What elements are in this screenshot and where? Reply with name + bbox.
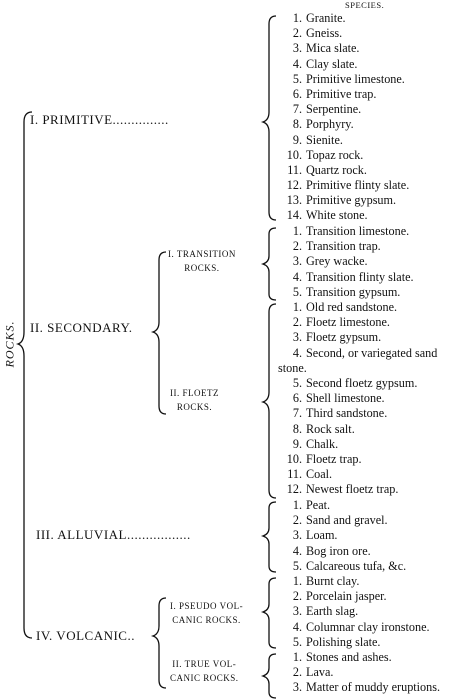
class-label: III. ALLUVIAL bbox=[36, 527, 127, 542]
species-number: 3. bbox=[292, 528, 302, 543]
species-name: Sienite. bbox=[306, 132, 343, 147]
species-name: White stone. bbox=[306, 208, 368, 223]
species-name: stone. bbox=[278, 360, 307, 375]
subclass-line: CANIC ROCKS. bbox=[170, 673, 239, 683]
species-name: Gneiss. bbox=[306, 26, 343, 41]
brace-floetz bbox=[263, 304, 276, 498]
subclass-line: ROCKS. bbox=[184, 263, 220, 273]
species-number: 14. bbox=[286, 208, 302, 223]
class-label: IV. VOLCANIC bbox=[36, 628, 128, 643]
species-name: Floetz trap. bbox=[306, 451, 362, 466]
subclass-line: ROCKS. bbox=[176, 402, 213, 412]
species-number: 1. bbox=[292, 574, 302, 588]
species-name: Shell limestone. bbox=[306, 391, 385, 406]
species-name: Primitive limestone. bbox=[306, 71, 405, 86]
species-number: 2. bbox=[292, 665, 302, 680]
species-name: Rock salt. bbox=[306, 421, 355, 436]
species-number: 3. bbox=[292, 604, 302, 619]
species-number: 12. bbox=[286, 178, 302, 193]
species-number: 3. bbox=[292, 680, 302, 695]
species-number: 3. bbox=[292, 41, 302, 56]
species-name: Floetz limestone. bbox=[306, 315, 390, 330]
species-number: 9. bbox=[292, 132, 302, 147]
leader-dots: .. bbox=[127, 628, 135, 643]
subclass-line: II. TRUE VOL- bbox=[172, 659, 237, 669]
subclass-line: I. TRANSITION bbox=[168, 249, 236, 259]
species-name: Primitive flinty slate. bbox=[306, 178, 410, 193]
species-name: Mica slate. bbox=[306, 41, 360, 56]
species-name: Lava. bbox=[306, 665, 334, 680]
species-number: 10. bbox=[286, 147, 302, 162]
species-number: 4. bbox=[292, 269, 302, 284]
species-number: 4. bbox=[292, 619, 302, 634]
species-name: Transition gypsum. bbox=[306, 284, 401, 299]
brace-secondary bbox=[153, 252, 166, 414]
species-number: 5. bbox=[292, 284, 302, 299]
class-label: II. SECONDARY. bbox=[30, 320, 133, 335]
species-name: Burnt clay. bbox=[306, 574, 360, 588]
species-number: 2. bbox=[292, 239, 302, 254]
species-number: 11. bbox=[287, 467, 302, 482]
species-number: 13. bbox=[286, 193, 302, 208]
species-number: 7. bbox=[292, 406, 302, 421]
species-name: Old red sandstone. bbox=[306, 300, 398, 314]
species-name: Transition limestone. bbox=[306, 224, 410, 238]
species-name: Calcareous tufa, &c. bbox=[306, 558, 407, 573]
class-label: I. PRIMITIVE bbox=[30, 112, 113, 127]
root-label-rocks: ROCKS. bbox=[2, 320, 17, 368]
species-number: 8. bbox=[292, 421, 302, 436]
brace-volcanic bbox=[153, 598, 166, 688]
species-name: Porphyry. bbox=[306, 117, 354, 132]
subclass-line: CANIC ROCKS. bbox=[172, 615, 241, 625]
species-name: Coal. bbox=[306, 467, 333, 482]
species-name: Primitive trap. bbox=[306, 86, 377, 101]
species-name: Porcelain jasper. bbox=[306, 589, 387, 604]
species-number: 3. bbox=[292, 254, 302, 269]
species-name: Second floetz gypsum. bbox=[306, 375, 418, 390]
species-number: 4. bbox=[292, 345, 302, 360]
species-name: Polishing slate. bbox=[306, 634, 381, 649]
leader-dots: ................. bbox=[126, 527, 191, 542]
species-number: 1. bbox=[292, 498, 302, 512]
species-number: 6. bbox=[292, 86, 302, 101]
subclass-line: II. FLOETZ bbox=[170, 388, 219, 398]
species-name: Clay slate. bbox=[306, 56, 358, 71]
species-number: 5. bbox=[292, 375, 302, 390]
species-name: Grey wacke. bbox=[306, 254, 368, 269]
species-number: 5. bbox=[292, 558, 302, 573]
species-column-heading: SPECIES. bbox=[345, 0, 385, 10]
species-name: Matter of muddy eruptions. bbox=[306, 680, 441, 695]
species-name: Granite. bbox=[306, 11, 346, 25]
brace-primitive bbox=[263, 16, 276, 220]
species-number: 11. bbox=[287, 162, 302, 177]
brace-rocks bbox=[18, 112, 32, 638]
species-name: Serpentine. bbox=[306, 102, 362, 117]
brace-pseudo-volcanic bbox=[263, 578, 276, 648]
species-name: Third sandstone. bbox=[306, 406, 388, 421]
species-name: Columnar clay ironstone. bbox=[306, 619, 430, 634]
brace-true-volcanic bbox=[263, 654, 276, 698]
species-name: Earth slag. bbox=[306, 604, 359, 619]
species-number: 1. bbox=[292, 224, 302, 238]
species-number: 1. bbox=[292, 650, 302, 664]
species-number: 10. bbox=[286, 451, 302, 466]
species-name: Transition trap. bbox=[306, 239, 381, 254]
species-number: 2. bbox=[292, 315, 302, 330]
species-name: Peat. bbox=[306, 498, 331, 512]
species-name: Loam. bbox=[306, 528, 338, 543]
species-number: 7. bbox=[292, 102, 302, 117]
species-name: Primitive gypsum. bbox=[306, 193, 397, 208]
species-name: Sand and gravel. bbox=[306, 513, 388, 528]
species-number: 1. bbox=[292, 11, 302, 25]
brace-alluvial bbox=[263, 502, 276, 572]
species-number: 4. bbox=[292, 543, 302, 558]
species-name: Second, or variegated sand bbox=[306, 345, 438, 360]
species-name: Stones and ashes. bbox=[306, 650, 392, 664]
species-number: 8. bbox=[292, 117, 302, 132]
species-name: Topaz rock. bbox=[306, 147, 364, 162]
species-number: 4. bbox=[292, 56, 302, 71]
species-number: 5. bbox=[292, 71, 302, 86]
species-number: 1. bbox=[292, 300, 302, 314]
leader-dots: ............... bbox=[112, 112, 169, 127]
species-number: 9. bbox=[292, 436, 302, 451]
species-name: Bog iron ore. bbox=[306, 543, 371, 558]
species-number: 2. bbox=[292, 26, 302, 41]
species-number: 12. bbox=[286, 482, 302, 497]
species-number: 2. bbox=[292, 589, 302, 604]
subclass-line: I. PSEUDO VOL- bbox=[170, 601, 244, 611]
species-number: 6. bbox=[292, 391, 302, 406]
species-name: Transition flinty slate. bbox=[306, 269, 414, 284]
species-name: Floetz gypsum. bbox=[306, 330, 382, 345]
species-number: 3. bbox=[292, 330, 302, 345]
species-number: 2. bbox=[292, 513, 302, 528]
species-number: 5. bbox=[292, 634, 302, 649]
species-name: Newest floetz trap. bbox=[306, 482, 399, 497]
species-name: Quartz rock. bbox=[306, 162, 367, 177]
species-name: Chalk. bbox=[306, 436, 339, 451]
brace-transition bbox=[263, 228, 276, 300]
